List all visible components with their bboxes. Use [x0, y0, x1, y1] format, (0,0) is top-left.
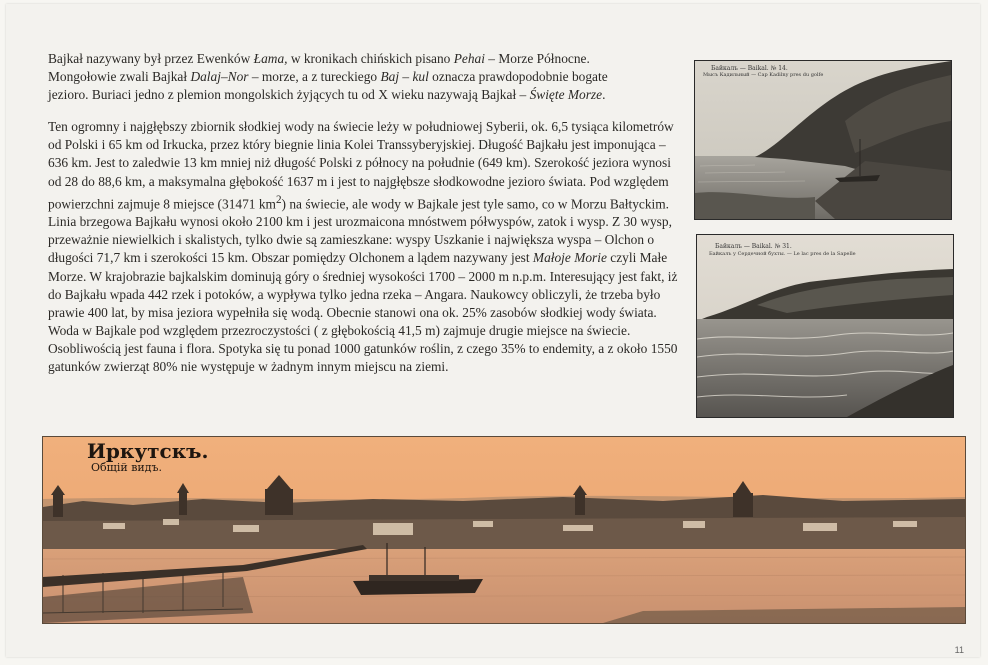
- postcard-subcaption: Байкалъ у Сердечной бухты. — Le lac pres de la Sapelle: [709, 251, 856, 257]
- text-run: oznacza prawdopodobnie bogate: [428, 69, 608, 85]
- text-run: czyli Małe Morze. W krajobrazie bajkalskim dominują góry o średniej wysokości 1700 – 2000 m n.p.m. Interesujący jest fakt, iż do Bajkału wpada 442 rzek i potoków, a wypływa tylko jedna rzeka – Angara. Naukowcy obliczyli, że trzeba było prawie 400 lat, by misa jeziora wypełniła się wodą. Obecnie stanowi ona ok. 25% zasobów słodkiej wody świata. Woda w Bajkale pod względem przezroczystości ( z głębokością 41,5 m) zajmuje drugie miejsce na świecie. Osobliwością jest fauna i flora. Spotyka się tu ponad 1000 gatunków roślin, z czego 35% to endemity, a z około 1550 gatunków zwierząt 80% nie występuje w żadnym innym miejscu na ziemi.: [48, 250, 678, 374]
- text-run: jezioro. Buriaci jedno z plemion mongolskich żyjących tu od X wieku nazywają Bajkał –: [48, 87, 530, 103]
- text-run: Bajkał nazywany był przez Ewenków: [48, 51, 254, 66]
- cliff-lake-illustration: [695, 61, 951, 219]
- postcard-image-cliff: [694, 60, 952, 220]
- text-run: .: [602, 87, 606, 103]
- paragraph-names: [48, 50, 680, 104]
- text-italic: Łama,: [253, 51, 288, 66]
- text-italic: kul: [412, 69, 429, 85]
- text-run: ) na świecie, ale wody w Bajkale jest tyle samo, co w Morzu Bałtyckim. Linia brzegowa Bajkału wynosi około 2100 km i jest urozmaicona mnóstwem półwyspów, zatok i wysp. Z 30 wysp, przeważnie niewielkich i skalistych, tylko dwie są zamieszkane: wyspy Uszkanie i największa wyspa – Olchon o długości 71,7 km i szerokości 15 km. Obszar pomiędzy Olchonem a lądem nazywany jest: [48, 196, 672, 266]
- postcard-subcaption: Мысъ Кадильный — Cap Kadilny pres du golfe: [703, 72, 824, 78]
- panorama-subtitle: Общiй видъ.: [91, 461, 163, 474]
- text-run: Mongołowie zwali Bajkał: [48, 69, 191, 85]
- panorama-title: Иркутскъ.: [87, 439, 209, 463]
- text-italic: Pehai: [453, 51, 485, 66]
- text-italic: Święte Morze: [529, 87, 603, 103]
- irkutsk-city-illustration: [43, 437, 965, 623]
- text-italic: Dalaj–Nor: [190, 69, 249, 85]
- postcard-image-shore: [696, 234, 954, 418]
- postcard-caption: Байкалъ — Baikal. № 14.: [711, 65, 788, 72]
- text-italic: Baj: [380, 69, 400, 85]
- text-run: – morze, a z tureckiego: [248, 69, 381, 85]
- exhibition-panel: [6, 4, 980, 657]
- shore-waves-illustration: [697, 235, 953, 417]
- text-run: –: [399, 69, 413, 85]
- superscript: 2: [275, 193, 282, 206]
- article-text: [48, 50, 680, 376]
- paragraph-facts: [48, 118, 680, 376]
- text-italic: Małoje Morie: [532, 250, 607, 266]
- irkutsk-panorama-image: [42, 436, 966, 624]
- text-run: Ten ogromny i najgłębszy zbiornik słodkiej wody na świecie leży w południowej Syberii, ok. 6,5 tysiąca kilometrów od Polski i 65 km od Irkucka, przez który biegnie linia Kolei Transsyberyjskiej. Długość Bajkału jest imponująca – 636 km. Jest to zaledwie 13 km mniej niż długość Polski z północy na południe (649 km). Szerokość jeziora wynosi od 28 do 88,6 km, a maksymalna głębokość 1637 m i jest to najgłębsze słodkowodne jezioro świata. Pod względem powierzchni zajmuje 8 miejsce (31471 km: [48, 119, 674, 212]
- text-run: – Morze Północne.: [484, 51, 590, 66]
- page-number: 11: [954, 645, 964, 655]
- postcard-caption: Байкалъ — Baikal. № 31.: [715, 243, 792, 250]
- text-run: w kronikach chińskich pisano: [287, 51, 454, 66]
